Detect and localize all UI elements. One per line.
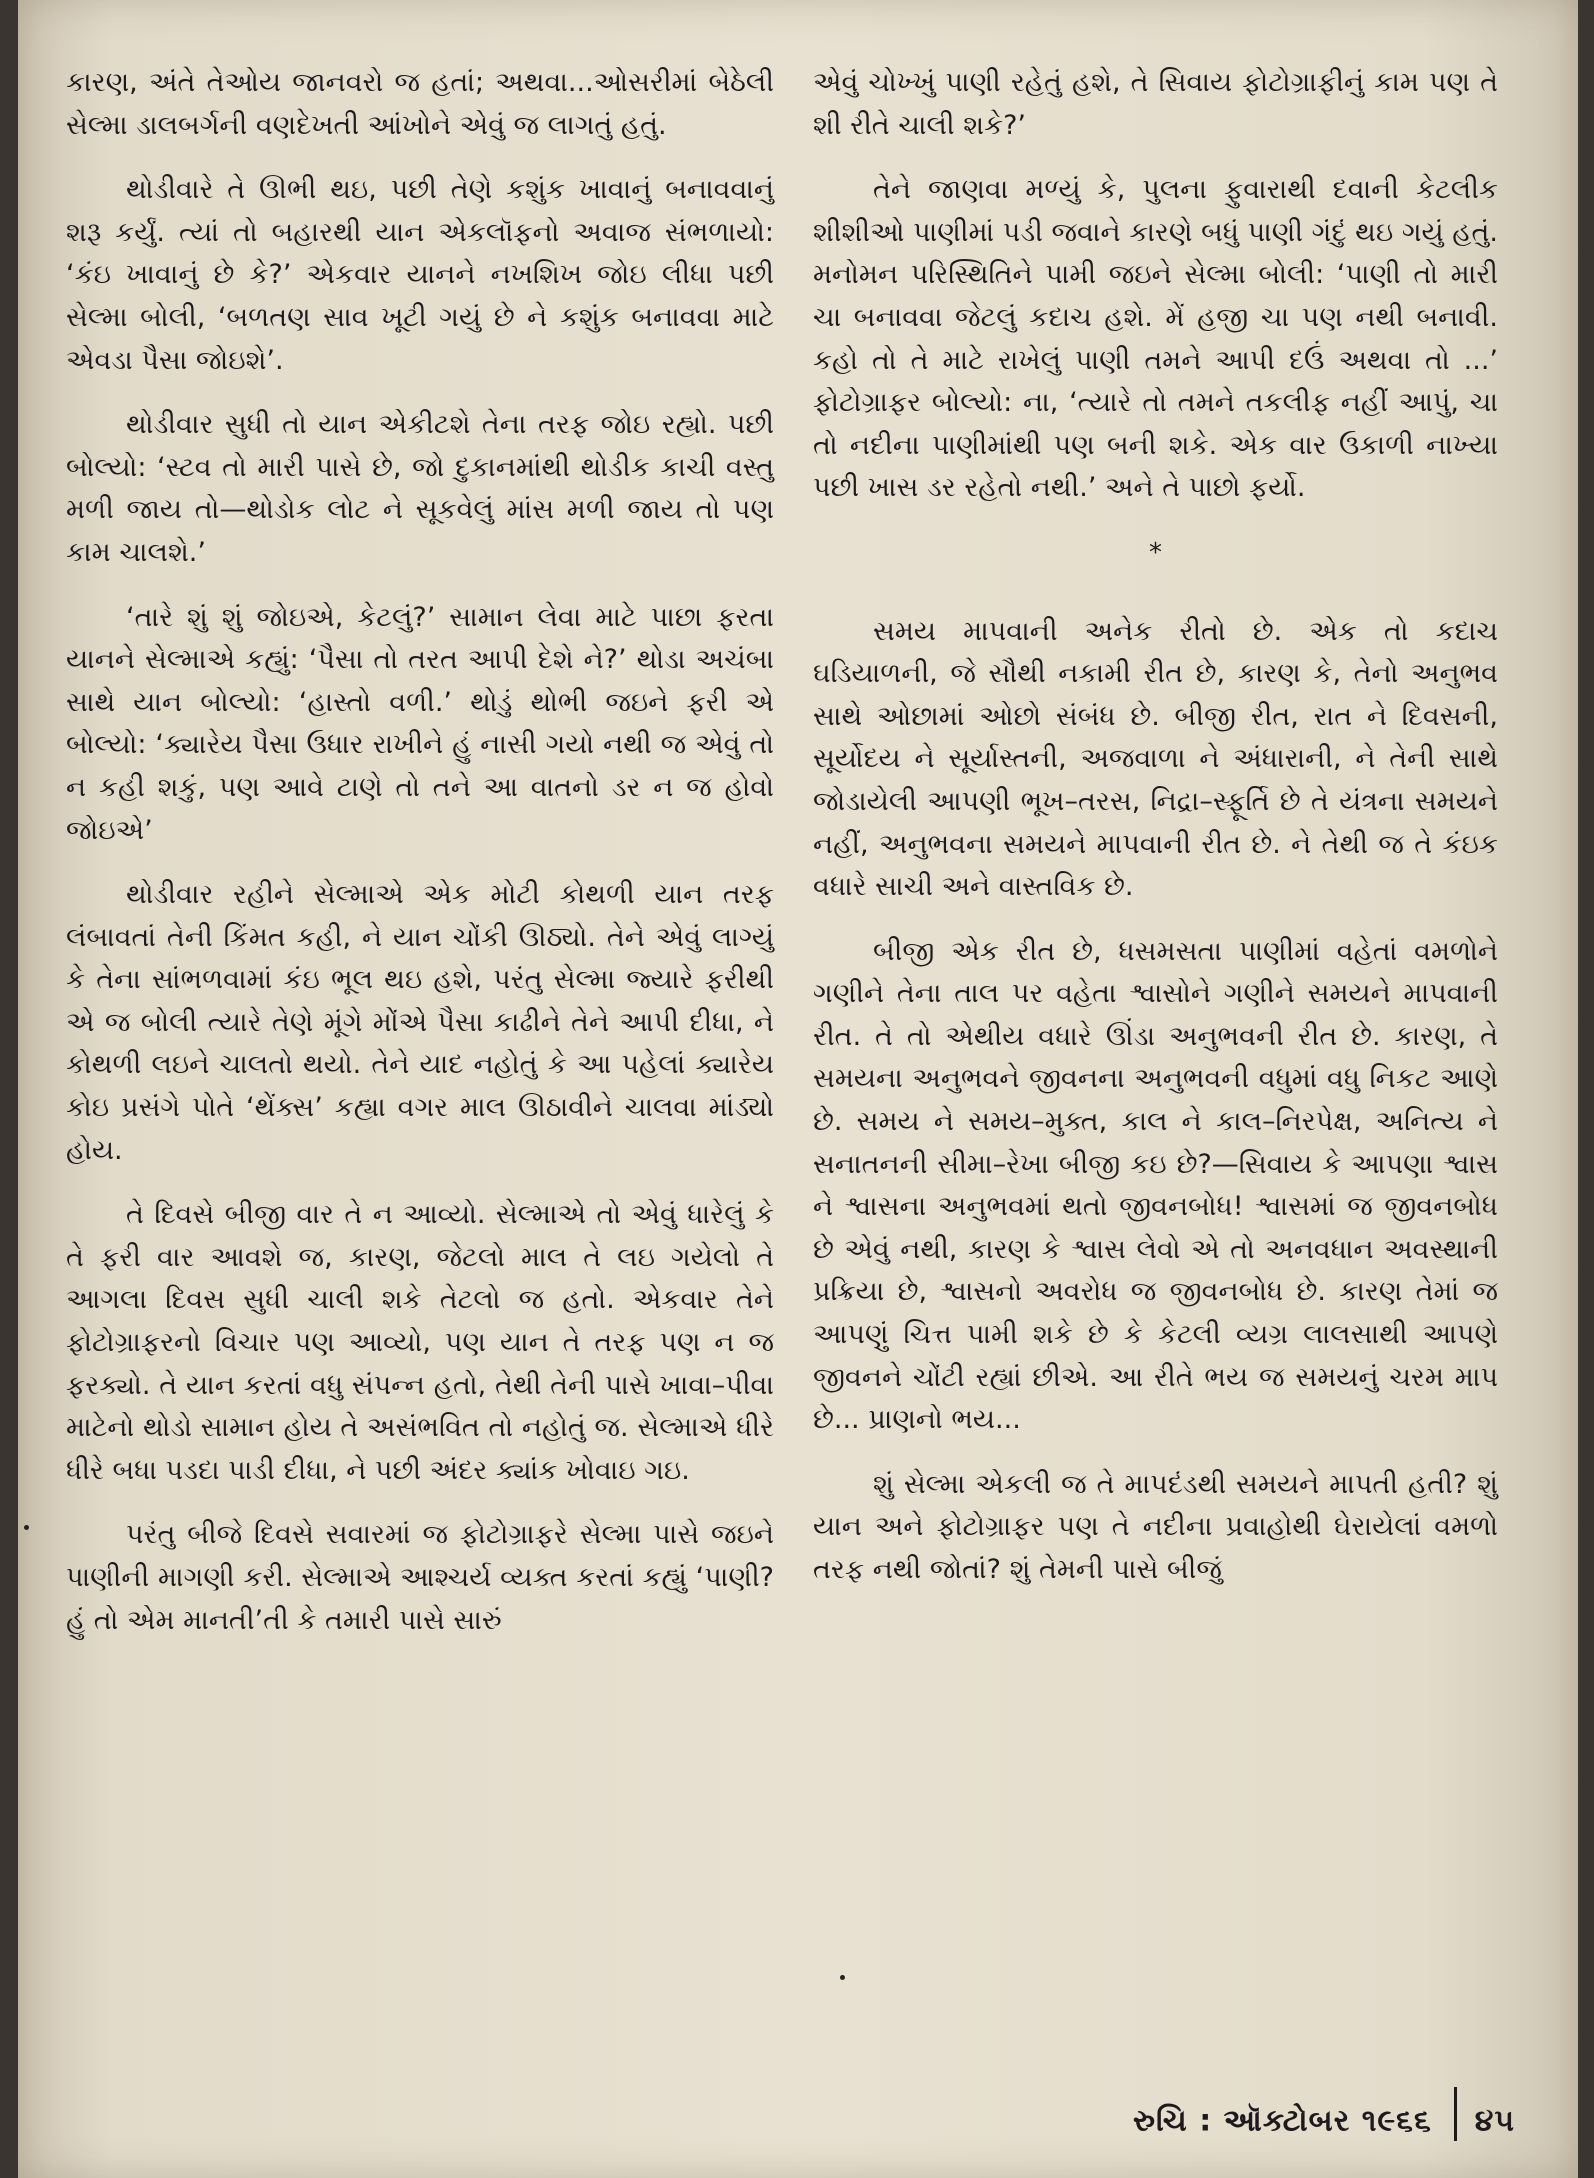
paragraph: કારણ, અંતે તેઓય જાનવરો જ હતાં; અથવા...ઓસરીમાં બેઠેલી સેલ્મા ડાલબર્ગની વણદેખતી આંખોને એવું જ લાગતું હતું. (66, 67, 774, 141)
paragraph: સમય માપવાની અનેક રીતો છે. એક તો કદાચ ઘડિયાળની, જે સૌથી નકામી રીત છે, કારણ કે, તેનો અનુભવ સાથે ઓછામાં ઓછો સંબંધ છે. બીજી રીત, રાત ને દિવસની, સૂર્યોદય ને સૂર્યાસ્તની, અજવાળા ને અંધારાની, ને તેની સાથે જોડાયેલી આપણી ભૂખ–તરસ, નિદ્રા–સ્ફૂર્તિ છે તે યંત્રના સમયને નહીં, અનુભવના સમયને માપવાની રીત છે. ને તેથી જ તે કંઇક વધારે સાચી અને વાસ્તવિક છે. (813, 615, 1498, 903)
paragraph: પરંતુ બીજે દિવસે સવારમાં જ ફોટોગ્રાફરે સેલ્મા પાસે જઇને પાણીની માગણી કરી. સેલ્માએ આશ્ચર્ય વ્યક્ત કરતાં કહ્યું ‘પાણી? હું તો એમ માનતી’તી કે તમારી પાસે સારું (66, 1519, 774, 1636)
paragraph: શું સેલ્મા એકલી જ તે માપદંડથી સમયને માપતી હતી? શું યાન અને ફોટોગ્રાફર પણ તે નદીના પ્રવાહોથી ઘેરાયેલાં વમળો તરફ નથી જોતાં? શું તેમની પાસે બીજું (813, 1468, 1498, 1585)
footer-divider (1454, 2087, 1457, 2141)
paragraph: થોડીવાર રહીને સેલ્માએ એક મોટી કોથળી યાન તરફ લંબાવતાં તેની કિંમત કહી, ને યાન ચોંકી ઊઠ્યો. તેને એવું લાગ્યું કે તેના સાંભળવામાં કંઇ ભૂલ થઇ હશે, પરંતુ સેલ્મા જ્યારે ફરીથી એ જ બોલી ત્યારે તેણે મૂંગે મોંએ પૈસા કાઢીને તેને આપી દીધા, ને કોથળી લઇને ચાલતો થયો. તેને યાદ નહોતું કે આ પહેલાં ક્યારેય કોઇ પ્રસંગે પોતે ‘થેંક્સ’ કહ્યા વગર માલ ઊઠાવીને ચાલવા માંડ્યો હોય. (66, 879, 774, 1166)
paragraph: એવું ચોખ્ખું પાણી રહેતું હશે, તે સિવાય ફોટોગ્રાફીનું કામ પણ તે શી રીતે ચાલી શકે?’ (813, 67, 1498, 141)
section-separator: * (1149, 537, 1162, 568)
issue-label: રુચિ : ઑક્ટોબર ૧૯૬૬ (1133, 2103, 1432, 2139)
paragraph: ‘તારે શું શું જોઇએ, કેટલું?’ સામાન લેવા માટે પાછા ફરતા યાનને સેલ્માએ કહ્યું: ‘પૈસા તો તરત આપી દેશે ને?’ થોડા અચંબા સાથે યાન બોલ્યો: ‘હાસ્તો વળી.’ થોડું થોભી જઇને ફરી એ બોલ્યો: ‘ક્યારેય પૈસા ઉધાર રાખીને હું નાસી ગયો નથી જ એવું તો ન કહી શકું, પણ આવે ટાણે તો તને આ વાતનો ડર ન જ હોવો જોઇએ’ (66, 601, 774, 846)
paragraph: થોડીવાર સુધી તો યાન એકીટશે તેના તરફ જોઇ રહ્યો. પછી બોલ્યો: ‘સ્ટવ તો મારી પાસે છે, જો દુકાનમાંથી થોડીક કાચી વસ્તુ મળી જાય તો—થોડોક લોટ ને સૂકવેલું માંસ મળી જાય તો પણ કામ ચાલશે.’ (66, 409, 774, 568)
paragraph: બીજી એક રીત છે, ધસમસતા પાણીમાં વહેતાં વમળોને ગણીને તેના તાલ પર વહેતા શ્વાસોને ગણીને સમયને માપવાની રીત. તે તો એથીય વધારે ઊંડા અનુભવની રીત છે. કારણ, તે સમયના અનુભવને જીવનના અનુભવની વધુમાં વધુ નિકટ આણે છે. સમય ને સમય–મુક્ત, કાલ ને કાલ–નિરપેક્ષ, અનિત્ય ને સનાતનની સીમા–રેખા બીજી કઇ છે?—સિવાય કે આપણા શ્વાસ ને શ્વાસના અનુભવમાં થતો જીવનબોધ! શ્વાસમાં જ જીવનબોધ છે એવું નથી, કારણ કે શ્વાસ લેવો એ તો અનવધાન અવસ્થાની પ્રક્રિયા છે, શ્વાસનો અવરોધ જ જીવનબોધ છે. કારણ તેમાં જ આપણું ચિત્ત પામી શકે છે કે કેટલી વ્યગ્ર લાલસાથી આપણે જીવનને ચોંટી રહ્યાં છીએ. આ રીતે ભય જ સમયનું ચરમ માપ છે... પ્રાણનો ભય... (813, 935, 1498, 1436)
page-footer (1133, 2095, 1515, 2149)
right-column (813, 62, 1498, 1614)
page-number: ૪૫ (1474, 2103, 1516, 2139)
print-speck (24, 1525, 29, 1530)
paragraph: થોડીવારે તે ઊભી થઇ, પછી તેણે કશુંક ખાવાનું બનાવવાનું શરૂ કર્યું. ત્યાં તો બહારથી યાન એકલૉફનો અવાજ સંભળાયો: ‘કંઇ ખાવાનું છે કે?’ એકવાર યાનને નખશિખ જોઇ લીધા પછી સેલ્મા બોલી, ‘બળતણ સાવ ખૂટી ગયું છે ને કશુંક બનાવવા માટે એવડા પૈસા જોઇશે’. (66, 174, 774, 376)
magazine-page (18, 0, 1578, 2178)
paragraph: તેને જાણવા મળ્યું કે, પુલના ફુવારાથી દવાની કેટલીક શીશીઓ પાણીમાં પડી જવાને કારણે બધું પાણી ગંદું થઇ ગયું હતું. મનોમન પરિસ્થિતિને પામી જઇને સેલ્મા બોલી: ‘પાણી તો મારી ચા બનાવવા જેટલું કદાચ હશે. મેં હજી ચા પણ નથી બનાવી. કહો તો તે માટે રાખેલું પાણી તમને આપી દઉં અથવા તો ...’ ફોટોગ્રાફર બોલ્યો: ના, ‘ત્યારે તો તમને તકલીફ નહીં આપું, ચા તો નદીના પાણીમાંથી પણ બની શકે. એક વાર ઉકાળી નાખ્યા પછી ખાસ ડર રહેતો નથી.’ અને તે પાછો ફર્યો. (813, 174, 1498, 504)
paragraph: તે દિવસે બીજી વાર તે ન આવ્યો. સેલ્માએ તો એવું ધારેલું કે તે ફરી વાર આવશે જ, કારણ, જેટલો માલ તે લઇ ગયેલો તે આગલા દિવસ સુધી ચાલી શકે તેટલો જ હતો. એકવાર તેને ફોટોગ્રાફરનો વિચાર પણ આવ્યો, પણ યાન તે તરફ પણ ન જ ફરક્યો. તે યાન કરતાં વધુ સંપન્ન હતો, તેથી તેની પાસે ખાવા–પીવા માટેનો થોડો સામાન હોય તે અસંભવિત તો નહોતું જ. સેલ્માએ ધીરે ધીરે બધા પડદા પાડી દીધા, ને પછી અંદર ક્યાંક ખોવાઇ ગઇ. (66, 1199, 774, 1486)
left-column (66, 62, 774, 1664)
print-speck (840, 1975, 845, 1980)
